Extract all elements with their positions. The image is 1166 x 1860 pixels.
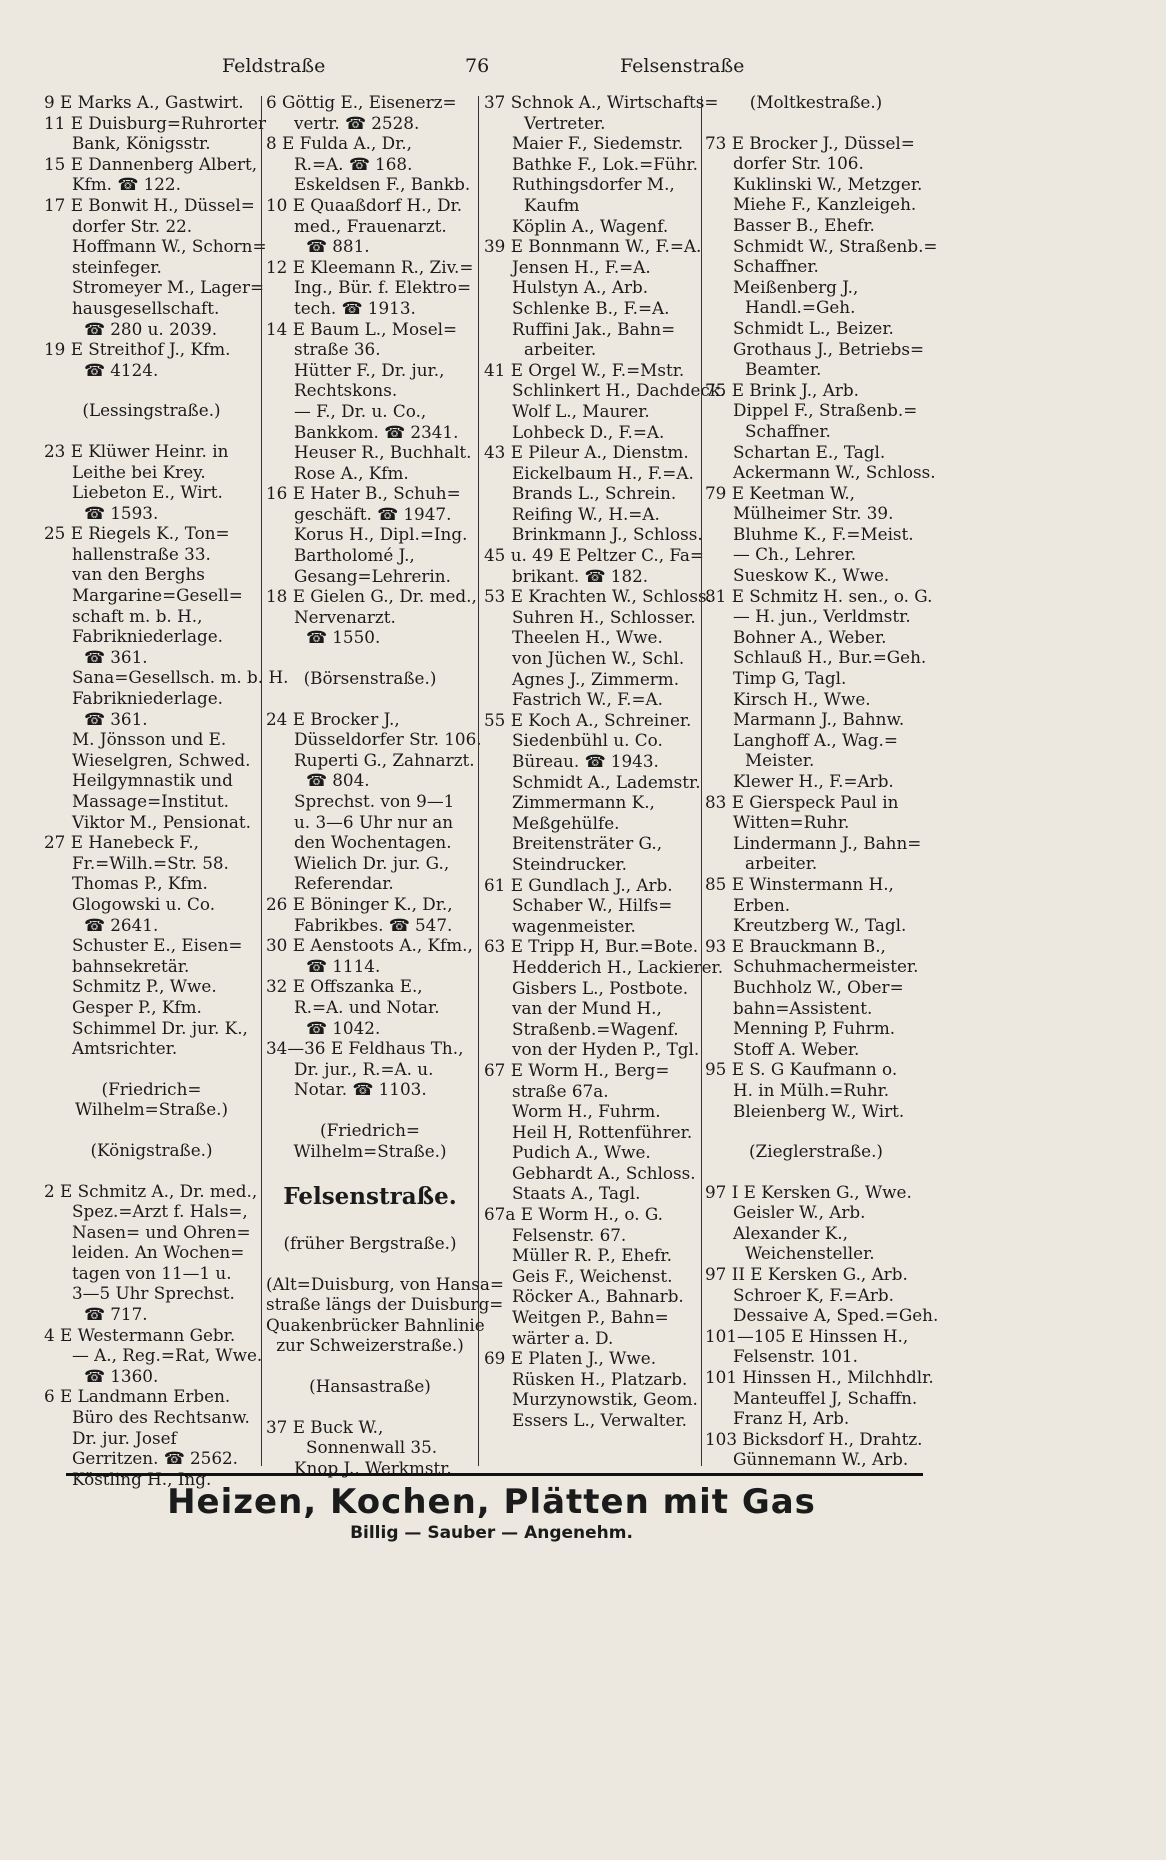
directory-line: ☎ 2641. xyxy=(84,914,159,935)
directory-line: — A., Reg.=Rat, Wwe. xyxy=(72,1345,263,1366)
directory-line: Eskeldsen F., Bankb. xyxy=(294,174,471,195)
directory-line: Spez.=Arzt f. Hals=, xyxy=(72,1201,248,1222)
directory-line: Amtsrichter. xyxy=(72,1038,178,1059)
directory-line: Kaufm xyxy=(524,194,580,215)
directory-line: ☎ 280 u. 2039. xyxy=(84,318,218,339)
directory-line: steinfeger. xyxy=(72,256,162,277)
street-heading: (Friedrich= xyxy=(320,1119,420,1140)
directory-line: Rüsken H., Platzarb. xyxy=(512,1368,688,1389)
directory-line: Suhren H., Schlosser. xyxy=(512,606,696,627)
directory-line: 3—5 Uhr Sprechst. xyxy=(72,1283,235,1304)
directory-line: Gesang=Lehrerin. xyxy=(294,565,451,586)
directory-line: Korus H., Dipl.=Ing. xyxy=(294,524,468,545)
directory-line: Worm H., Fuhrm. xyxy=(512,1101,661,1122)
directory-line: Nasen= und Ohren= xyxy=(72,1221,251,1242)
directory-line: Dessaive A, Sped.=Geh. xyxy=(733,1305,939,1326)
directory-line: 97 I E Kersken G., Wwe. xyxy=(705,1181,912,1202)
directory-line: Bank, Königsstr. xyxy=(72,133,211,154)
directory-line: Schuhmachermeister. xyxy=(733,956,919,977)
street-heading: (Friedrich= xyxy=(101,1078,202,1099)
directory-line: 45 u. 49 E Peltzer C., Fa= xyxy=(484,545,704,566)
column-4 xyxy=(705,92,939,1470)
directory-line: Zimmermann K., xyxy=(512,792,655,813)
directory-line: Ing., Bür. f. Elektro= xyxy=(294,277,472,298)
street-heading: (Königstraße.) xyxy=(90,1139,213,1160)
directory-line: — H. jun., Verldmstr. xyxy=(733,606,911,627)
spacer xyxy=(44,1059,259,1079)
directory-line: Büro des Rechtsanw. xyxy=(72,1407,250,1428)
directory-line: arbeiter. xyxy=(745,853,818,874)
directory-line: Müller R. P., Ehefr. xyxy=(512,1245,672,1266)
directory-line: 97 II E Kersken G., Arb. xyxy=(705,1264,908,1285)
directory-line: van den Berghs xyxy=(72,564,205,585)
directory-line: ☎ 1114. xyxy=(306,955,381,976)
directory-line: 83 E Gierspeck Paul in xyxy=(705,791,899,812)
directory-line: Ackermann W., Schloss. xyxy=(733,462,936,483)
directory-line: Bohner A., Weber. xyxy=(733,626,887,647)
directory-line: Schmidt A., Lademstr. xyxy=(512,771,701,792)
directory-line: Gerritzen. ☎ 2562. xyxy=(72,1448,239,1469)
directory-line: med., Frauenarzt. xyxy=(294,215,447,236)
directory-line: 2 E Schmitz A., Dr. med., xyxy=(44,1180,258,1201)
directory-line: Wieselgren, Schwed. xyxy=(72,749,251,770)
directory-line: 16 E Hater B., Schuh= xyxy=(266,483,461,504)
advert-headline: Heizen, Kochen, Plätten mit Gas xyxy=(167,1482,816,1522)
directory-line: Hoffmann W., Schorn= xyxy=(72,236,267,257)
directory-line: Steindrucker. xyxy=(512,853,627,874)
directory-line: Rose A., Kfm. xyxy=(294,462,409,483)
directory-line: Schuster E., Eisen= xyxy=(72,935,243,956)
directory-line: ☎ 717. xyxy=(84,1304,148,1325)
directory-line: 101—105 E Hinssen H., xyxy=(705,1325,909,1346)
directory-line: 32 E Offszanka E., xyxy=(266,976,423,997)
directory-line: 67a E Worm H., o. G. xyxy=(484,1204,664,1225)
directory-line: ☎ 1550. xyxy=(306,627,381,648)
directory-line: Fabrikbes. ☎ 547. xyxy=(294,914,453,935)
directory-line: Dippel F., Straßenb.= xyxy=(733,400,918,421)
directory-line: Felsenstr. 101. xyxy=(733,1346,858,1367)
directory-line: Köstling H., Ing. xyxy=(72,1468,212,1489)
directory-line: Liebeton E., Wirt. xyxy=(72,482,223,503)
directory-line: ☎ 1593. xyxy=(84,502,159,523)
directory-line: 24 E Brocker J., xyxy=(266,708,400,729)
directory-line: Fastrich W., F.=A. xyxy=(512,689,663,710)
directory-line: Lindermann J., Bahn= xyxy=(733,832,922,853)
directory-line: vertr. ☎ 2528. xyxy=(294,112,420,133)
directory-line: 19 E Streithof J., Kfm. xyxy=(44,339,231,360)
spacer xyxy=(266,689,474,709)
directory-line: Schaber W., Hilfs= xyxy=(512,895,673,916)
directory-line: Ruthingsdorfer M., xyxy=(512,174,675,195)
directory-line: Heuser R., Buchhalt. xyxy=(294,442,472,463)
directory-line: 63 E Tripp H, Bur.=Bote. xyxy=(484,936,699,957)
directory-line: Lohbeck D., F.=A. xyxy=(512,421,665,442)
directory-line: Straßenb.=Wagenf. xyxy=(512,1018,679,1039)
street-heading: straße längs der Duisburg= xyxy=(266,1294,504,1315)
directory-line: Staats A., Tagl. xyxy=(512,1183,641,1204)
directory-line: Fr.=Wilh.=Str. 58. xyxy=(72,852,229,873)
directory-line: Jensen H., F.=A. xyxy=(512,256,651,277)
directory-line: 81 E Schmitz H. sen., o. G. xyxy=(705,585,933,606)
directory-line: Stoff A. Weber. xyxy=(733,1038,860,1059)
directory-line: Hütter F., Dr. jur., xyxy=(294,359,445,380)
directory-line: Kirsch H., Wwe. xyxy=(733,688,871,709)
directory-line: 18 E Gielen G., Dr. med., xyxy=(266,586,477,607)
street-heading: Quakenbrücker Bahnlinie xyxy=(266,1314,485,1335)
directory-line: R.=A. und Notar. xyxy=(294,996,440,1017)
directory-line: arbeiter. xyxy=(524,339,597,360)
directory-line: 39 E Bonnmann W., F.=A. xyxy=(484,236,702,257)
spacer xyxy=(44,380,259,400)
directory-line: Margarine=Gesell= xyxy=(72,585,243,606)
directory-line: 12 E Kleemann R., Ziv.= xyxy=(266,256,474,277)
directory-line: Manteuffel J, Schaffn. xyxy=(733,1387,918,1408)
street-heading: (Hansastraße) xyxy=(309,1376,431,1397)
directory-line: Menning P, Fuhrm. xyxy=(733,1018,896,1039)
directory-line: Pudich A., Wwe. xyxy=(512,1142,651,1163)
directory-line: Heilgymnastik und xyxy=(72,770,233,791)
directory-line: bahn=Assistent. xyxy=(733,997,873,1018)
directory-line: 26 E Böninger K., Dr., xyxy=(266,893,453,914)
directory-line: 61 E Gundlach J., Arb. xyxy=(484,874,673,895)
directory-line: Röcker A., Bahnarb. xyxy=(512,1286,684,1307)
directory-line: 53 E Krachten W., Schloss. xyxy=(484,586,712,607)
directory-line: 67 E Worm H., Berg= xyxy=(484,1059,670,1080)
spacer xyxy=(44,421,259,441)
directory-line: 11 E Duisburg=Ruhrorter xyxy=(44,112,266,133)
directory-line: Schartan E., Tagl. xyxy=(733,441,886,462)
street-heading: Wilhelm=Straße.) xyxy=(293,1140,447,1161)
directory-line: Viktor M., Pensionat. xyxy=(72,811,251,832)
directory-line: Erben. xyxy=(733,894,791,915)
street-heading: zur Schweizerstraße.) xyxy=(276,1335,464,1356)
directory-line: Dr. jur., R.=A. u. xyxy=(294,1058,434,1079)
directory-line: Schaffner. xyxy=(745,420,831,441)
directory-line: Theelen H., Wwe. xyxy=(512,627,663,648)
directory-line: 9 E Marks A., Gastwirt. xyxy=(44,92,244,112)
directory-line: 17 E Bonwit H., Düssel= xyxy=(44,194,255,215)
directory-line: Schlenke B., F.=A. xyxy=(512,297,670,318)
directory-line: Schimmel Dr. jur. K., xyxy=(72,1017,248,1038)
directory-line: Ruffini Jak., Bahn= xyxy=(512,318,676,339)
directory-line: dorfer Str. 22. xyxy=(72,215,193,236)
directory-line: Schlauß H., Bur.=Geh. xyxy=(733,647,927,668)
street-heading: (früher Bergstraße.) xyxy=(283,1233,457,1254)
directory-line: hallenstraße 33. xyxy=(72,543,211,564)
spacer xyxy=(705,113,927,133)
directory-line: van der Mund H., xyxy=(512,998,662,1019)
directory-line: von der Hyden P., Tgl. xyxy=(512,1039,700,1060)
directory-line: Fabrikniederlage. xyxy=(72,688,223,709)
directory-line: Reifing W., H.=A. xyxy=(512,503,660,524)
directory-line: 95 E S. G Kaufmann o. xyxy=(705,1059,898,1080)
directory-line: ☎ 881. xyxy=(306,236,370,257)
directory-line: Weichensteller. xyxy=(745,1243,875,1264)
directory-line: Meißenberg J., xyxy=(733,276,859,297)
directory-line: Thomas P., Kfm. xyxy=(72,873,208,894)
directory-line: Meßgehülfe. xyxy=(512,812,620,833)
directory-line: M. Jönsson und E. xyxy=(72,729,227,750)
directory-line: 101 Hinssen H., Milchhdlr. xyxy=(705,1367,934,1388)
directory-line: Siedenbühl u. Co. xyxy=(512,730,663,751)
directory-line: Gisbers L., Postbote. xyxy=(512,977,689,998)
street-heading: Felsenstraße. xyxy=(283,1183,457,1211)
directory-line: — F., Dr. u. Co., xyxy=(294,400,427,421)
directory-line: Bluhme K., F.=Meist. xyxy=(733,523,914,544)
directory-line: 37 Schnok A., Wirtschafts= xyxy=(484,92,719,112)
directory-line: Düsseldorfer Str. 106. xyxy=(294,729,482,750)
directory-line: 85 E Winstermann H., xyxy=(705,873,894,894)
page-number: 76 xyxy=(465,55,490,77)
column-divider xyxy=(701,96,702,1466)
directory-line: tagen von 11—1 u. xyxy=(72,1262,232,1283)
directory-line: Bankkom. ☎ 2341. xyxy=(294,421,459,442)
directory-line: Timp G, Tagl. xyxy=(733,668,847,689)
directory-line: Meister. xyxy=(745,750,815,771)
directory-line: Gebhardt A., Schloss. xyxy=(512,1162,696,1183)
directory-line: Buchholz W., Ober= xyxy=(733,976,904,997)
directory-line: wagenmeister. xyxy=(512,915,636,936)
directory-line: Köplin A., Wagenf. xyxy=(512,215,669,236)
directory-line: Schmidt L., Beizer. xyxy=(733,317,894,338)
spacer xyxy=(705,1162,927,1182)
directory-line: Geis F., Weichenst. xyxy=(512,1265,673,1286)
header-right-street: Felsenstraße xyxy=(620,55,745,77)
directory-line: Bathke F., Lok.=Führ. xyxy=(512,153,698,174)
directory-line: straße 36. xyxy=(294,339,381,360)
directory-line: Hulstyn A., Arb. xyxy=(512,277,649,298)
street-heading: Wilhelm=Straße.) xyxy=(74,1099,229,1120)
spacer xyxy=(705,1121,927,1141)
directory-line: Hedderich H., Lackierer. xyxy=(512,956,724,977)
advert-rule xyxy=(66,1473,923,1476)
directory-line: 73 E Brocker J., Düssel= xyxy=(705,132,915,153)
directory-line: 43 E Pileur A., Dienstm. xyxy=(484,442,689,463)
spacer xyxy=(266,1356,474,1376)
directory-line: Wolf L., Maurer. xyxy=(512,400,650,421)
directory-line: Bleienberg W., Wirt. xyxy=(733,1100,905,1121)
directory-line: 93 E Brauckmann B., xyxy=(705,935,886,956)
directory-line: Schroer K, F.=Arb. xyxy=(733,1284,894,1305)
directory-line: den Wochentagen. xyxy=(294,832,452,853)
directory-line: Dr. jur. Josef xyxy=(72,1427,177,1448)
directory-line: Kuklinski W., Metzger. xyxy=(733,173,923,194)
directory-line: Alexander K., xyxy=(733,1222,848,1243)
directory-line: Kfm. ☎ 122. xyxy=(72,174,181,195)
directory-line: Glogowski u. Co. xyxy=(72,893,216,914)
directory-line: Mülheimer Str. 39. xyxy=(733,503,894,524)
directory-line: dorfer Str. 106. xyxy=(733,153,864,174)
street-heading: (Börsenstraße.) xyxy=(303,668,437,689)
directory-line: Basser B., Ehefr. xyxy=(733,214,875,235)
directory-line: H. in Mülh.=Ruhr. xyxy=(733,1079,890,1100)
directory-line: Sueskow K., Wwe. xyxy=(733,565,890,586)
directory-line: Referendar. xyxy=(294,873,394,894)
directory-line: u. 3—6 Uhr nur an xyxy=(294,811,454,832)
directory-line: — Ch., Lehrer. xyxy=(733,544,857,565)
directory-line: Sprechst. von 9—1 xyxy=(294,791,455,811)
spacer xyxy=(266,648,474,668)
directory-line: 23 E Klüwer Heinr. in xyxy=(44,440,229,461)
directory-line: Essers L., Verwalter. xyxy=(512,1410,687,1430)
directory-line: 41 E Orgel W., F.=Mstr. xyxy=(484,359,685,380)
directory-line: ☎ 1360. xyxy=(84,1365,159,1386)
directory-line: 25 E Riegels K., Ton= xyxy=(44,523,230,544)
spacer xyxy=(266,1254,474,1274)
directory-line: Sonnenwall 35. xyxy=(306,1437,438,1458)
directory-line: 6 Göttig E., Eisenerz= xyxy=(266,92,457,112)
directory-line: Schmitz P., Wwe. xyxy=(72,976,217,997)
directory-line: Miehe F., Kanzleigeh. xyxy=(733,194,917,215)
directory-line: Handl.=Geh. xyxy=(745,297,856,318)
street-heading: (Lessingstraße.) xyxy=(82,400,221,421)
directory-line: Beamter. xyxy=(745,359,822,380)
directory-line: Witten=Ruhr. xyxy=(733,812,850,833)
column-divider xyxy=(478,96,479,1466)
directory-line: Schmidt W., Straßenb.= xyxy=(733,235,938,256)
directory-line: 75 E Brink J., Arb. xyxy=(705,379,859,400)
directory-line: Schlinkert H., Dachdeck. xyxy=(512,380,726,401)
directory-line: Wielich Dr. jur. G., xyxy=(294,852,450,873)
directory-line: 14 E Baum L., Mosel= xyxy=(266,318,458,339)
directory-line: Maier F., Siedemstr. xyxy=(512,133,684,154)
directory-line: brikant. ☎ 182. xyxy=(512,565,649,586)
directory-line: Ruperti G., Zahnarzt. xyxy=(294,749,475,770)
spacer xyxy=(44,1161,259,1181)
directory-line: Kreutzberg W., Tagl. xyxy=(733,915,907,936)
page-header xyxy=(0,55,983,85)
directory-line: Grothaus J., Betriebs= xyxy=(733,338,925,359)
directory-line: Marmann J., Bahnw. xyxy=(733,709,905,730)
column-3 xyxy=(484,92,726,1431)
directory-line: Gesper P., Kfm. xyxy=(72,996,202,1017)
directory-line: 8 E Fulda A., Dr., xyxy=(266,133,412,154)
directory-line: 69 E Platen J., Wwe. xyxy=(484,1348,657,1369)
directory-line: Weitgen P., Bahn= xyxy=(512,1307,669,1328)
spacer xyxy=(266,1213,474,1233)
directory-line: ☎ 4124. xyxy=(84,359,159,380)
directory-line: 10 E Quaaßdorf H., Dr. xyxy=(266,194,463,215)
directory-line: 55 E Koch A., Schreiner. xyxy=(484,709,692,730)
directory-line: Bartholomé J., xyxy=(294,545,415,566)
column-divider xyxy=(261,96,262,1466)
directory-line: Felsenstr. 67. xyxy=(512,1224,627,1245)
directory-line: Langhoff A., Wag.= xyxy=(733,729,898,750)
advert-tagline: Billig — Sauber — Angenehm. xyxy=(350,1523,633,1543)
directory-line: ☎ 361. xyxy=(84,708,148,729)
directory-line: ☎ 804. xyxy=(306,770,370,791)
directory-line: tech. ☎ 1913. xyxy=(294,297,416,318)
directory-line: R.=A. ☎ 168. xyxy=(294,153,413,174)
directory-line: Notar. ☎ 1103. xyxy=(294,1079,427,1100)
directory-line: Fabrikniederlage. xyxy=(72,626,223,647)
directory-line: 37 E Buck W., xyxy=(266,1416,384,1437)
column-2 xyxy=(266,92,504,1478)
directory-line: 30 E Aenstoots A., Kfm., xyxy=(266,935,473,956)
directory-line: ☎ 361. xyxy=(84,646,148,667)
directory-line: 15 E Dannenberg Albert, xyxy=(44,153,258,174)
directory-line: Brands L., Schrein. xyxy=(512,483,677,504)
directory-line: 103 Bicksdorf H., Drahtz. xyxy=(705,1428,923,1449)
directory-line: Geisler W., Arb. xyxy=(733,1202,866,1223)
directory-line: Agnes J., Zimmerm. xyxy=(512,668,680,689)
directory-line: 27 E Hanebeck F., xyxy=(44,832,199,853)
directory-line: Vertreter. xyxy=(524,112,606,133)
directory-line: Sana=Gesellsch. m. b. H. xyxy=(72,667,289,688)
directory-line: Eickelbaum H., F.=A. xyxy=(512,462,694,483)
directory-line: Heil H, Rottenführer. xyxy=(512,1121,693,1142)
directory-line: Klewer H., F.=Arb. xyxy=(733,771,894,791)
header-left-street: Feldstraße xyxy=(222,55,326,77)
directory-line: Murzynowstik, Geom. xyxy=(512,1389,698,1410)
directory-line: Rechtskons. xyxy=(294,380,398,401)
directory-line: wärter a. D. xyxy=(512,1327,614,1348)
street-heading: (Zieglerstraße.) xyxy=(749,1141,883,1162)
directory-line: Knop J., Werkmstr. xyxy=(294,1457,452,1478)
directory-line: hausgesellschaft. xyxy=(72,297,220,318)
spacer xyxy=(266,1397,474,1417)
directory-line: straße 67a. xyxy=(512,1080,609,1101)
directory-line: Nervenarzt. xyxy=(294,606,396,627)
directory-line: von Jüchen W., Schl. xyxy=(512,648,685,669)
directory-line: ☎ 1042. xyxy=(306,1017,381,1038)
spacer xyxy=(266,1161,474,1181)
directory-line: 6 E Landmann Erben. xyxy=(44,1386,231,1407)
column-1 xyxy=(44,92,289,1489)
directory-line: 34—36 E Feldhaus Th., xyxy=(266,1038,464,1059)
directory-line: Büreau. ☎ 1943. xyxy=(512,751,659,771)
street-heading: (Alt=Duisburg, von Hansa= xyxy=(266,1273,504,1294)
directory-line: Leithe bei Krey. xyxy=(72,461,206,482)
directory-line: 4 E Westermann Gebr. xyxy=(44,1324,236,1345)
spacer xyxy=(266,1100,474,1120)
directory-line: Brinkmann J., Schloss. xyxy=(512,524,703,545)
directory-line: Günnemann W., Arb. xyxy=(733,1449,909,1470)
directory-line: bahnsekretär. xyxy=(72,955,190,976)
directory-line: Schaffner. xyxy=(733,256,819,277)
spacer xyxy=(44,1120,259,1140)
directory-line: schaft m. b. H., xyxy=(72,605,203,626)
directory-line: Franz H, Arb. xyxy=(733,1408,850,1429)
directory-line: Breitensträter G., xyxy=(512,833,663,854)
directory-line: geschäft. ☎ 1947. xyxy=(294,503,452,524)
directory-line: 79 E Keetman W., xyxy=(705,482,856,503)
directory-line: leiden. An Wochen= xyxy=(72,1242,245,1263)
street-heading: (Moltkestraße.) xyxy=(749,92,883,112)
directory-line: Stromeyer M., Lager= xyxy=(72,277,265,298)
directory-line: Massage=Institut. xyxy=(72,791,229,811)
